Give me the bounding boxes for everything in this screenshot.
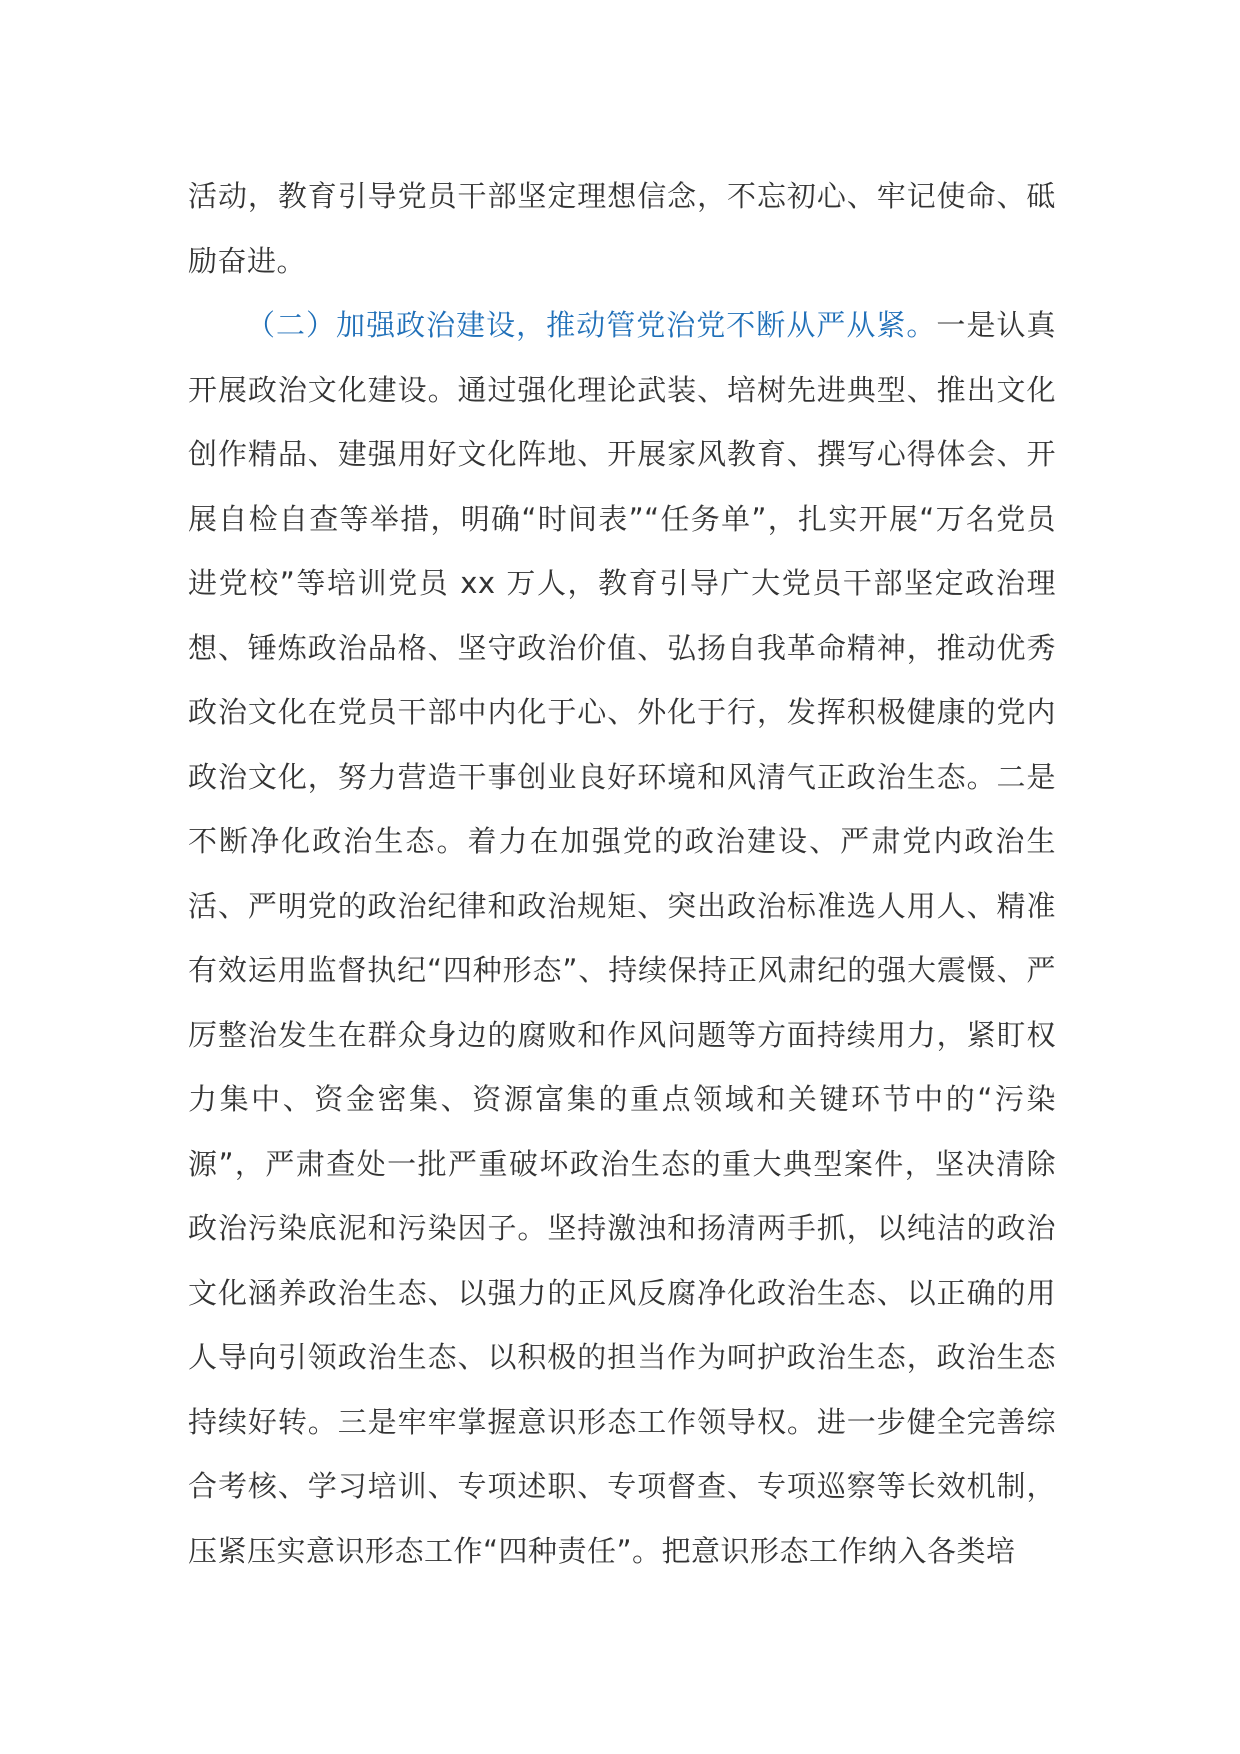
paragraph-section-two <box>188 293 1056 1583</box>
document-body <box>188 164 1056 1583</box>
section-heading: （二）加强政治建设，推动管党治党不断从严从紧。 <box>246 308 937 342</box>
paragraph-continuation <box>188 164 1056 293</box>
paragraph-1-text: 活动，教育引导党员干部坚定理想信念，不忘初心、牢记使命、砥励奋进。 <box>188 179 1056 278</box>
section-body-text: 一是认真开展政治文化建设。通过强化理论武装、培树先进典型、推出文化创作精品、建强用好文化阵地、开展家风教育、撰写心得体会、开展自检自查等举措，明确“时间表”“任务单”，扎实开展“万名党员进党校”等培训党员 xx 万人，教育引导广大党员干部坚定政治理想、锤炼政治品格、坚守政治价值、弘扬自我革命精神，推动优秀政治文化在党员干部中内化于心、外化于行，发挥积极健康的党内政治文化，努力营造干事创业良好环境和风清气正政治生态。二是不断净化政治生态。着力在加强党的政治建设、严肃党内政治生活、严明党的政治纪律和政治规矩、突出政治标准选人用人、精准有效运用监督执纪“四种形态”、持续保持正风肃纪的强大震慑、严厉整治发生在群众身边的腐败和作风问题等方面持续用力，紧盯权力集中、资金密集、资源富集的重点领域和关键环节中的“污染源”，严肃查处一批严重破坏政治生态的重大典型案件，坚决清除政治污染底泥和污染因子。坚持激浊和扬清两手抓，以纯洁的政治文化涵养政治生态、以强力的正风反腐净化政治生态、以正确的用人导向引领政治生态、以积极的担当作为呵护政治生态，政治生态持续好转。三是牢牢掌握意识形态工作领导权。进一步健全完善综合考核、学习培训、专项述职、专项督查、专项巡察等长效机制，压紧压实意识形态工作“四种责任”。把意识形态工作纳入各类培 <box>188 308 1056 1568</box>
